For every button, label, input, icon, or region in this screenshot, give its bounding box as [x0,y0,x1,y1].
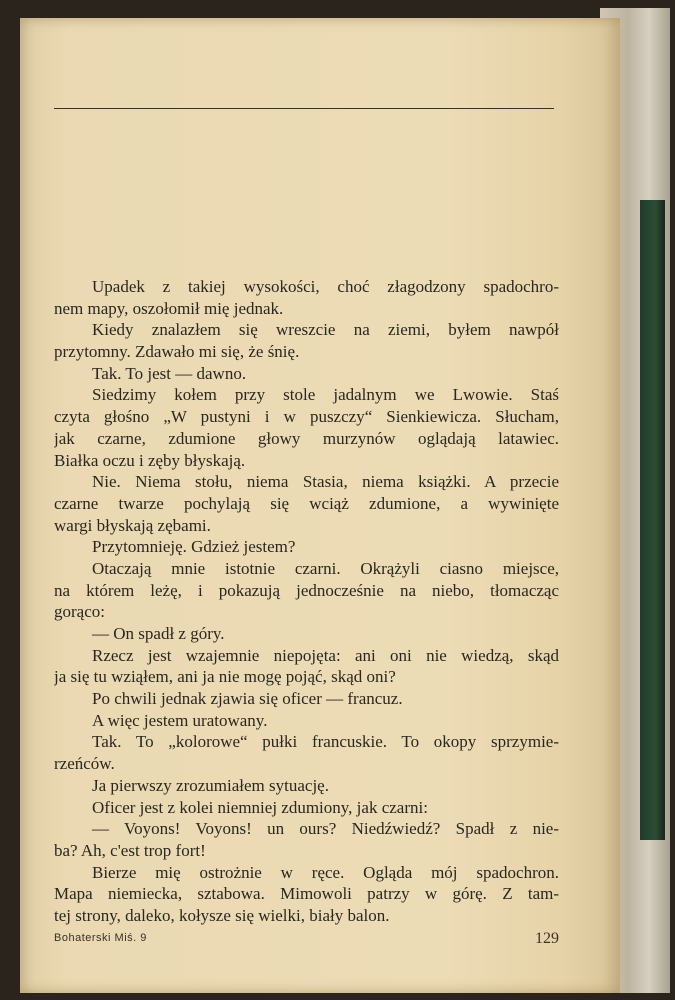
text-line: Mapa niemiecka, sztabowa. Mimowoli patrzy w górę. Z tam- [54,884,559,904]
text-line: gorąco: [54,602,105,622]
text-line: Nie. Niema stołu, niema Stasia, niema książki. A przecie [92,472,559,492]
text-line: Rzecz jest wzajemnie niepojęta: ani oni nie wiedzą, skąd [92,645,559,665]
text-line: Siedzimy kołem przy stole jadalnym we Lwowie. Staś [92,385,559,405]
text-line: Kiedy znalazłem się wreszcie na ziemi, byłem nawpół [92,320,559,340]
text-line: Tak. To „kolorowe“ pułki francuskie. To okopy sprzymie- [92,732,559,752]
body-text [54,276,559,927]
text-line: tej strony, daleko, kołysze się wielki, biały balon. [54,905,390,925]
text-line: Bierze mię ostrożnie w ręce. Ogląda mój spadochron. [92,862,559,882]
text-line: wargi błyskają zębami. [54,515,211,535]
text-line: Przytomnieję. Gdzież jestem? [92,537,296,557]
text-line: — On spadł z góry. [92,624,225,643]
text-line: rzeńców. [54,754,115,774]
text-line: Upadek z takiej wysokości, choć złagodzony spadochro- [92,277,559,296]
text-line: czarne twarze pochylają się wciąż zdumione, a wywinięte [54,493,559,513]
text-line: — Voyons! Voyons! un ours? Niedźwiedź? Spadł z nie- [92,819,559,839]
text-line: przytomny. Zdawało mi się, że śnię. [54,342,300,362]
text-line: Otaczają mnie istotnie czarni. Okrążyli ciasno miejsce, [92,558,559,578]
text-line: jak czarne, zdumione głowy murzynów oglądają latawiec. [54,428,559,448]
text-line: Białka oczu i zęby błyskają. [54,450,246,470]
page-number: 129 [535,930,559,947]
header-rule [54,108,554,109]
text-line: Tak. To jest — dawno. [92,363,247,383]
text-line: Oficer jest z kolei niemniej zdumiony, jak czarni: [92,797,428,817]
book-cover-edge [640,200,665,840]
text-line: A więc jestem uratowany. [92,710,268,730]
text-line: na którem leżę, i pokazują jednocześnie na niebo, tłomacząc [54,580,559,600]
page-footer [54,930,559,950]
text-line: Po chwili jednak zjawia się oficer — francuz. [92,689,403,709]
book-page [20,18,620,993]
text-line: ja się tu wziąłem, ani ja nie mogę pojąć, skąd oni? [54,667,396,687]
text-line: nem mapy, oszołomił mię jednak. [54,298,284,318]
text-line: ba? Ah, c'est trop fort! [54,840,206,860]
text-line: Ja pierwszy zrozumiałem sytuację. [92,775,329,795]
signature-mark: Bohaterski Miś. 9 [54,932,147,944]
text-line: czyta głośno „W pustyni i w puszczy“ Sienkiewicza. Słucham, [54,407,559,427]
